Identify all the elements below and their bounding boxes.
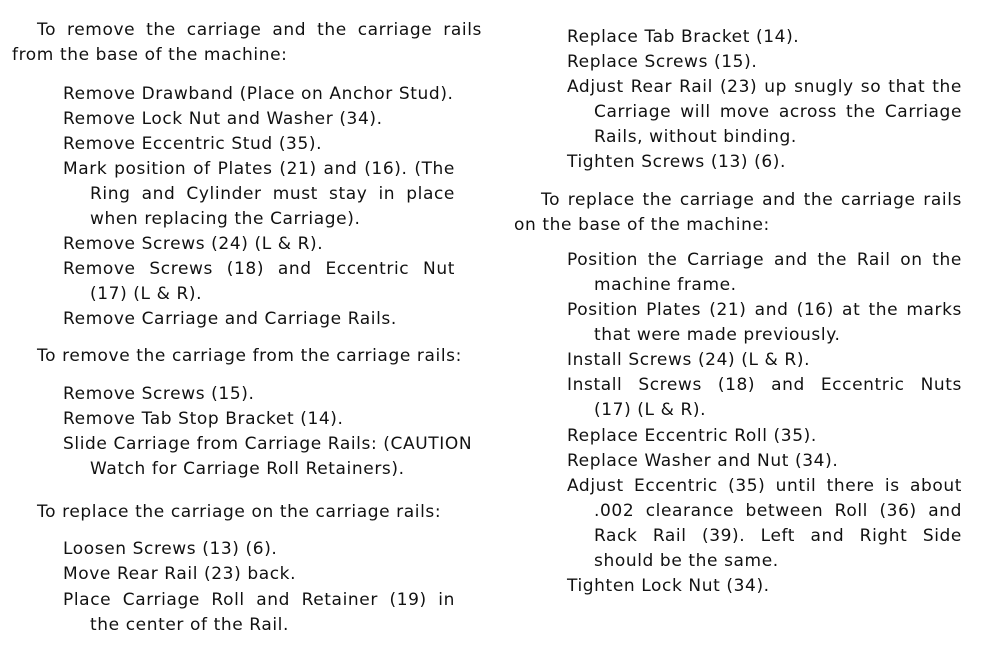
list-item-continuation: when replacing the Carriage). (90, 209, 361, 229)
section-heading: on the base of the machine: (514, 215, 770, 235)
list-item: Position the Carriage and the Rail on the (567, 250, 962, 270)
list-item: Tighten Screws (13) (6). (567, 152, 787, 172)
list-item: Install Screws (18) and Eccentric Nuts (567, 375, 962, 395)
list-item: Replace Tab Bracket (14). (567, 27, 800, 47)
list-item-continuation: (17) (L & R). (594, 400, 707, 420)
list-item: Install Screws (24) (L & R). (567, 350, 811, 370)
section-heading: To replace the carriage on the carriage rails: (37, 502, 442, 522)
section-heading: To remove the carriage and the carriage rails (37, 20, 482, 40)
list-item: Remove Eccentric Stud (35). (63, 134, 323, 154)
list-item-continuation: Watch for Carriage Roll Retainers). (90, 459, 405, 479)
list-item-continuation: that were made previously. (594, 325, 841, 345)
list-item-continuation: .002 clearance between Roll (36) and (594, 501, 962, 521)
list-item: Remove Screws (15). (63, 384, 255, 404)
list-item: Slide Carriage from Carriage Rails: (CAUTION (63, 434, 473, 454)
list-item: Place Carriage Roll and Retainer (19) in (63, 590, 455, 610)
section-heading: To remove the carriage from the carriage rails: (37, 346, 462, 366)
list-item: Move Rear Rail (23) back. (63, 564, 297, 584)
list-item-continuation: Rack Rail (39). Left and Right Side (594, 526, 962, 546)
section-heading: To replace the carriage and the carriage rails (541, 190, 962, 210)
list-item: Replace Screws (15). (567, 52, 758, 72)
list-item: Adjust Eccentric (35) until there is about (567, 476, 962, 496)
list-item: Mark position of Plates (21) and (16). (The (63, 159, 455, 179)
list-item-continuation: machine frame. (594, 275, 737, 295)
list-item-continuation: Ring and Cylinder must stay in place (90, 184, 455, 204)
list-item-continuation: Carriage will move across the Carriage (594, 102, 962, 122)
section-heading: from the base of the machine: (12, 45, 288, 65)
list-item: Remove Carriage and Carriage Rails. (63, 309, 397, 329)
list-item: Remove Screws (18) and Eccentric Nut (63, 259, 455, 279)
list-item: Replace Washer and Nut (34). (567, 451, 839, 471)
list-item: Loosen Screws (13) (6). (63, 539, 278, 559)
list-item-continuation: Rails, without binding. (594, 127, 797, 147)
list-item: Remove Tab Stop Bracket (14). (63, 409, 344, 429)
list-item: Adjust Rear Rail (23) up snugly so that the (567, 77, 962, 97)
list-item: Position Plates (21) and (16) at the marks (567, 300, 962, 320)
list-item: Replace Eccentric Roll (35). (567, 426, 817, 446)
list-item: Remove Screws (24) (L & R). (63, 234, 324, 254)
list-item-continuation: should be the same. (594, 551, 779, 571)
list-item: Remove Lock Nut and Washer (34). (63, 109, 383, 129)
list-item: Remove Drawband (Place on Anchor Stud). (63, 84, 454, 104)
list-item-continuation: the center of the Rail. (90, 615, 289, 635)
list-item-continuation: (17) (L & R). (90, 284, 203, 304)
list-item: Tighten Lock Nut (34). (567, 576, 770, 596)
